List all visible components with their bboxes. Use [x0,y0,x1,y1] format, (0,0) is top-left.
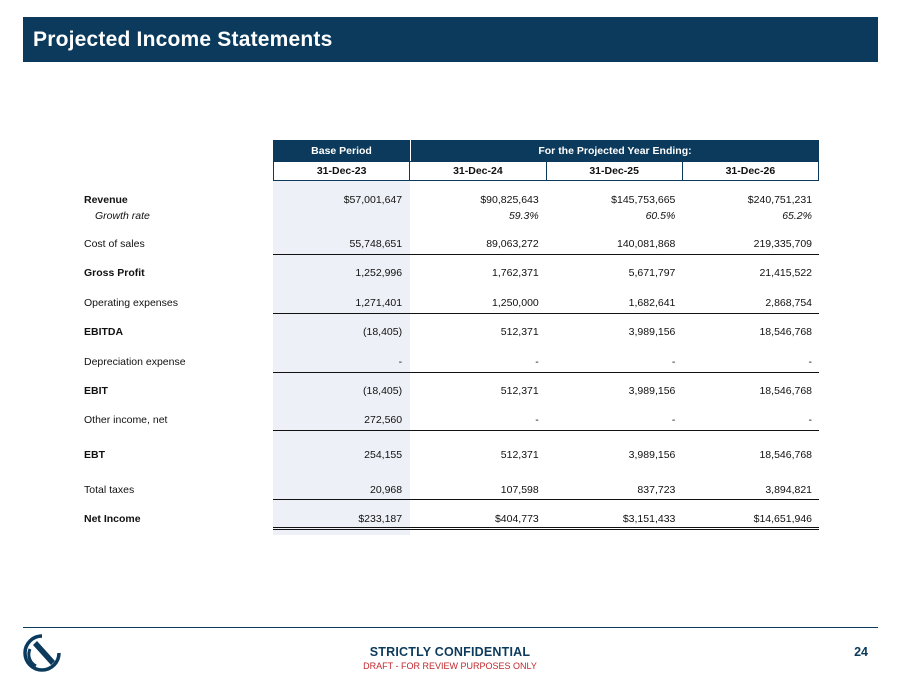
base-period-header: Base Period [273,140,410,161]
cell: 512,371 [500,326,539,338]
confidential-label: STRICTLY CONFIDENTIAL [369,645,531,659]
cell: 1,762,371 [492,267,539,279]
cell: 272,560 [364,414,403,426]
row-net-income [84,511,819,527]
row-label: EBITDA [84,326,124,338]
title-bar [23,17,878,62]
cell: (18,405) [363,326,403,338]
row-total-taxes [84,482,819,498]
row-label: EBIT [84,385,108,397]
cell: 65.2% [782,210,812,222]
row-growth-rate [84,208,819,224]
row-other-income [84,412,819,428]
cell: - [398,356,403,368]
row-ebit [84,383,819,399]
row-ebt [84,447,819,463]
draft-notice: DRAFT - FOR REVIEW PURPOSES ONLY [363,661,537,671]
row-label: Cost of sales [84,238,145,250]
cell: 89,063,272 [486,238,539,250]
row-label: Total taxes [84,484,135,496]
cell: $57,001,647 [343,194,403,206]
rule-line [273,254,819,255]
date-col-3: 31-Dec-25 [546,162,682,180]
cell: $90,825,643 [480,194,539,206]
cell: $404,773 [494,513,539,525]
cell: 3,989,156 [628,326,676,338]
cell: - [535,414,539,426]
date-col-4: 31-Dec-26 [682,162,818,180]
cell: 254,155 [364,449,403,461]
rule-line [273,430,819,431]
row-revenue [84,192,819,208]
cell: 2,868,754 [765,297,813,309]
row-ebitda [84,324,819,340]
cell: - [808,356,813,368]
cell: 18,546,768 [759,449,813,461]
rule-line [273,499,819,500]
cell: 60.5% [645,210,676,222]
cell: 3,989,156 [628,449,676,461]
row-label: Growth rate [95,210,150,222]
cell: 837,723 [637,484,676,496]
double-rule-line [273,527,819,530]
cell: - [808,414,813,426]
cell: $145,753,665 [611,194,676,206]
row-gross-profit [84,265,819,281]
row-label: EBT [84,449,105,461]
cell: 3,989,156 [628,385,676,397]
cell: 1,682,641 [628,297,676,309]
footer-divider [23,627,878,628]
cell: $14,651,946 [753,513,813,525]
page-title: Projected Income Statements [33,27,333,51]
cell: 20,968 [369,484,403,496]
cell: 1,271,401 [355,297,403,309]
cell: - [671,414,676,426]
cell: 5,671,797 [628,267,676,279]
cell: - [671,356,676,368]
cell: $233,187 [358,513,403,525]
cell: 512,371 [500,385,539,397]
date-header-row [273,161,819,181]
cell: 18,546,768 [759,326,813,338]
cell: 219,335,709 [753,238,813,250]
cell: 3,894,821 [765,484,813,496]
cell: 140,081,868 [616,238,676,250]
row-label: Net Income [84,513,141,525]
cell: 18,546,768 [759,385,813,397]
date-col-1: 31-Dec-23 [316,165,367,177]
cell: 21,415,522 [759,267,813,279]
cell: 512,371 [500,449,539,461]
rule-line [273,372,819,373]
cell: 59.3% [508,210,539,222]
row-depreciation [84,354,819,370]
cell: (18,405) [363,385,403,397]
cell: - [535,356,539,368]
row-label: Gross Profit [84,267,145,279]
row-operating-expenses [84,295,819,311]
row-label: Depreciation expense [84,356,186,368]
cell: $240,751,231 [747,194,813,206]
projected-header: For the Projected Year Ending: [411,140,819,161]
date-col-2: 31-Dec-24 [409,162,545,180]
row-cost-of-sales [84,236,819,252]
rule-line [273,313,819,314]
cell: 1,252,996 [355,267,403,279]
row-label: Other income, net [84,414,168,426]
row-label: Operating expenses [84,297,178,309]
page-number: 24 [854,645,868,659]
cell: $3,151,433 [622,513,676,525]
cell: 107,598 [500,484,539,496]
cell: 55,748,651 [349,238,403,250]
cell: 1,250,000 [492,297,539,309]
row-label: Revenue [84,194,128,206]
